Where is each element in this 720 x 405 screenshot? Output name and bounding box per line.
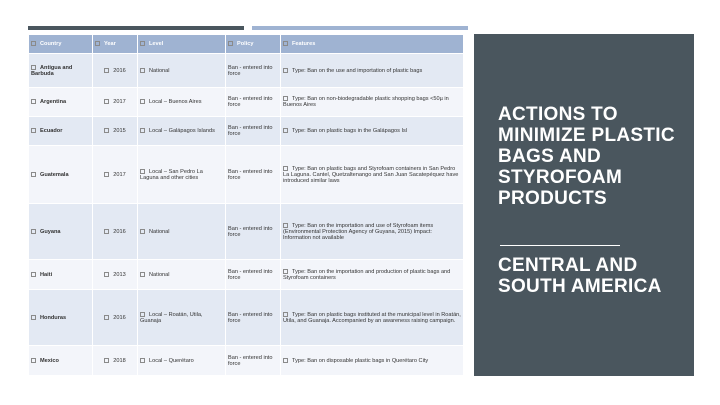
checkbox-icon (140, 272, 145, 277)
table-row (29, 54, 464, 88)
checkbox-icon (140, 169, 145, 174)
cell-year: 2016 (93, 54, 138, 88)
cell-level: Local – Buenos Aires (138, 88, 226, 117)
checkbox-icon (104, 128, 109, 133)
checkbox-icon (104, 229, 109, 234)
checkbox-icon (95, 41, 100, 46)
checkbox-icon (31, 128, 36, 133)
cell-year: 2018 (93, 346, 138, 376)
checkbox-icon (104, 358, 109, 363)
cell-year: 2017 (93, 88, 138, 117)
cell-policy: Ban - entered into force (226, 346, 281, 376)
checkbox-icon (104, 172, 109, 177)
cell-level: National (138, 54, 226, 88)
checkbox-icon (31, 315, 36, 320)
checkbox-icon (31, 99, 36, 104)
header-year: Year (93, 35, 138, 54)
table-row (29, 117, 464, 146)
table-row (29, 290, 464, 346)
checkbox-icon (140, 358, 145, 363)
cell-year: 2013 (93, 260, 138, 290)
header-features: Features (281, 35, 464, 54)
checkbox-icon (140, 68, 145, 73)
cell-country: Guatemala (29, 146, 93, 204)
cell-features: Type: Ban on plastic bags instituted at the municipal level in Roatán, Utila, and Guanaja. Accompanied by an awareness raising campaign. (281, 290, 464, 346)
cell-policy: Ban - entered into force (226, 204, 281, 260)
cell-level: Local – San Pedro La Laguna and other cities (138, 146, 226, 204)
cell-level: Local – Querétaro (138, 346, 226, 376)
cell-policy: Ban - entered into force (226, 117, 281, 146)
checkbox-icon (283, 96, 288, 101)
checkbox-icon (104, 68, 109, 73)
cell-country: Ecuador (29, 117, 93, 146)
top-accent-bar-dark (28, 26, 244, 30)
title-panel (474, 34, 694, 376)
header-level: Level (138, 35, 226, 54)
checkbox-icon (140, 99, 145, 104)
checkbox-icon (104, 272, 109, 277)
cell-features: Type: Ban on the use and importation of plastic bags (281, 54, 464, 88)
checkbox-icon (104, 99, 109, 104)
checkbox-icon (283, 223, 288, 228)
checkbox-icon (228, 41, 233, 46)
checkbox-icon (283, 358, 288, 363)
table-row (29, 204, 464, 260)
checkbox-icon (283, 269, 288, 274)
policy-table (28, 34, 464, 376)
cell-level: Local – Roatán, Utila, Guanaja (138, 290, 226, 346)
cell-country: Mexico (29, 346, 93, 376)
checkbox-icon (31, 229, 36, 234)
checkbox-icon (283, 312, 288, 317)
checkbox-icon (283, 166, 288, 171)
header-policy: Policy (226, 35, 281, 54)
cell-policy: Ban - entered into force (226, 260, 281, 290)
cell-year: 2015 (93, 117, 138, 146)
table-row (29, 260, 464, 290)
cell-level: Local – Galápagos Islands (138, 117, 226, 146)
cell-country: Haiti (29, 260, 93, 290)
checkbox-icon (283, 41, 288, 46)
cell-policy: Ban - entered into force (226, 146, 281, 204)
checkbox-icon (140, 41, 145, 46)
checkbox-icon (31, 172, 36, 177)
title-divider (500, 245, 620, 246)
cell-features: Type: Ban on disposable plastic bags in Querétaro City (281, 346, 464, 376)
table-row (29, 146, 464, 204)
cell-features: Type: Ban on plastic bags and Styrofoam containers in San Pedro La Laguna. Cantel, Quetzaltenango and San Juan Sacatepéquez have introduced similar laws (281, 146, 464, 204)
cell-features: Type: Ban on the importation and production of plastic bags and Styrofoam containers (281, 260, 464, 290)
cell-level: National (138, 260, 226, 290)
cell-year: 2017 (93, 146, 138, 204)
cell-policy: Ban - entered into force (226, 88, 281, 117)
cell-policy: Ban - entered into force (226, 290, 281, 346)
checkbox-icon (104, 315, 109, 320)
table-header-row (29, 35, 464, 54)
table-row (29, 88, 464, 117)
checkbox-icon (283, 68, 288, 73)
cell-level: National (138, 204, 226, 260)
checkbox-icon (31, 65, 36, 70)
table-row (29, 346, 464, 376)
cell-country: Antigua and Barbuda (29, 54, 93, 88)
slide-title: ACTIONS TO MINIMIZE PLASTIC BAGS AND STYROFOAM PRODUCTS (498, 104, 675, 209)
cell-features: Type: Ban on the importation and use of Styrofoam items (Environmental Protection Agency of Guyana, 2015) Impact: Information not available (281, 204, 464, 260)
checkbox-icon (31, 272, 36, 277)
cell-year: 2016 (93, 204, 138, 260)
cell-features: Type: Ban on plastic bags in the Galápagos Isl (281, 117, 464, 146)
cell-country: Honduras (29, 290, 93, 346)
top-accent-bar-light (252, 26, 468, 30)
header-country: Country (29, 35, 93, 54)
checkbox-icon (140, 128, 145, 133)
cell-country: Argentina (29, 88, 93, 117)
cell-year: 2016 (93, 290, 138, 346)
checkbox-icon (31, 358, 36, 363)
checkbox-icon (283, 128, 288, 133)
cell-country: Guyana (29, 204, 93, 260)
checkbox-icon (140, 229, 145, 234)
checkbox-icon (31, 41, 36, 46)
cell-policy: Ban - entered into force (226, 54, 281, 88)
slide-subtitle: CENTRAL AND SOUTH AMERICA (498, 255, 662, 297)
checkbox-icon (140, 312, 145, 317)
cell-features: Type: Ban on non-biodegradable plastic shopping bags <50µ in Buenos Aires (281, 88, 464, 117)
